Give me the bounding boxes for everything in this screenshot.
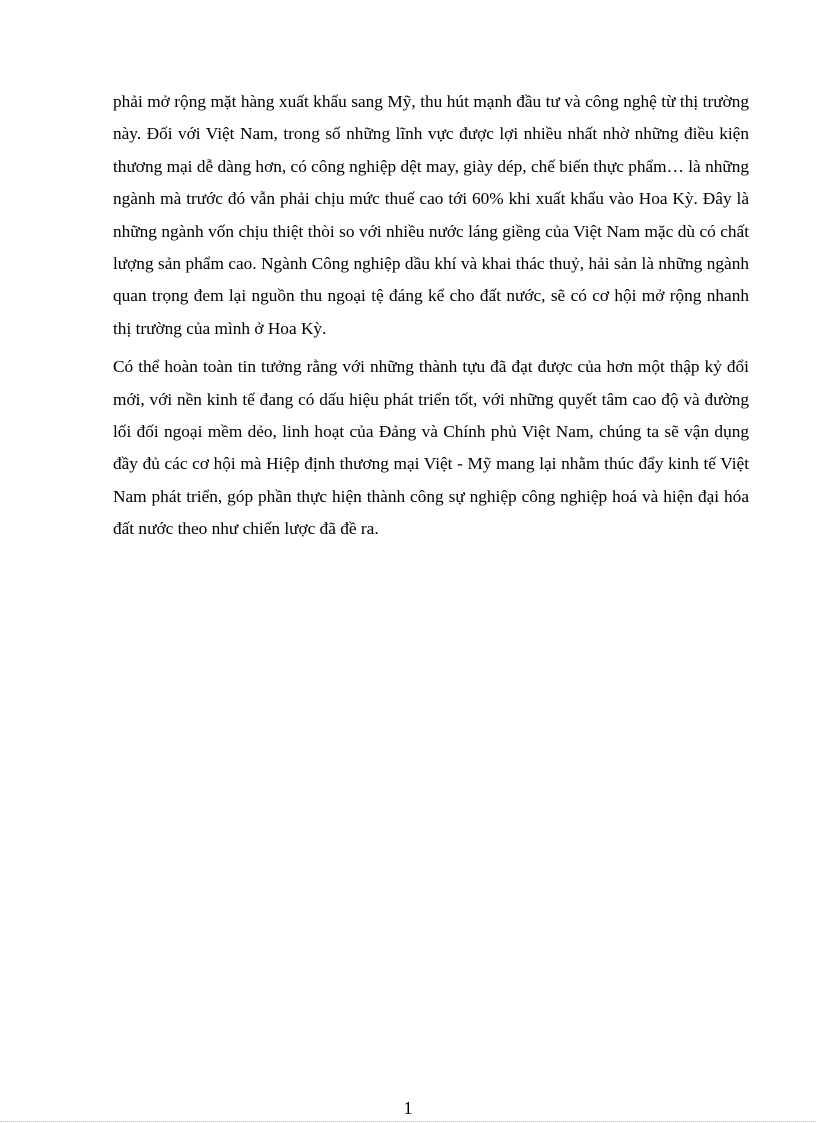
paragraph-2: Có thể hoàn toàn tin tưởng rằng với những thành tựu đã đạt được của hơn một thập kỷ đổi mới, với nền kinh tế đang có dấu hiệu phát triển tốt, với những quyết tâm cao độ và đường lối đối ngoại mềm dẻo, linh hoạt của Đảng và Chính phủ Việt Nam, chúng ta sẽ vận dụng đầy đủ các cơ hội mà Hiệp định thương mại Việt - Mỹ mang lại nhằm thúc đẩy kinh tế Việt Nam phát triển, góp phần thực hiện thành công sự nghiệp công nghiệp hoá và hiện đại hóa đất nước theo như chiến lược đã đề ra. — [113, 357, 749, 539]
page-number: 1 — [403, 1098, 413, 1118]
body-text — [113, 86, 749, 546]
page-bottom-edge — [0, 1121, 816, 1122]
paragraph-1: phải mở rộng mặt hàng xuất khẩu sang Mỹ, thu hút mạnh đầu tư và công nghệ từ thị trường này. Đối với Việt Nam, trong số những lĩnh vực được lợi nhiều nhất nhờ những điều kiện thương mại dễ dàng hơn, có công nghiệp dệt may, giày dép, chế biến thực phẩm… là những ngành mà trước đó vẫn phải chịu mức thuế cao tới 60% khi xuất khẩu vào Hoa Kỳ. Đây là những ngành vốn chịu thiệt thòi so với nhiều nước láng giềng của Việt Nam mặc dù có chất lượng sản phẩm cao. Ngành Công nghiệp dầu khí và khai thác thuỷ, hải sản là những ngành quan trọng đem lại nguồn thu ngoại tệ đáng kể cho đất nước, sẽ có cơ hội mở rộng nhanh thị trường của mình ở Hoa Kỳ. — [113, 92, 749, 338]
